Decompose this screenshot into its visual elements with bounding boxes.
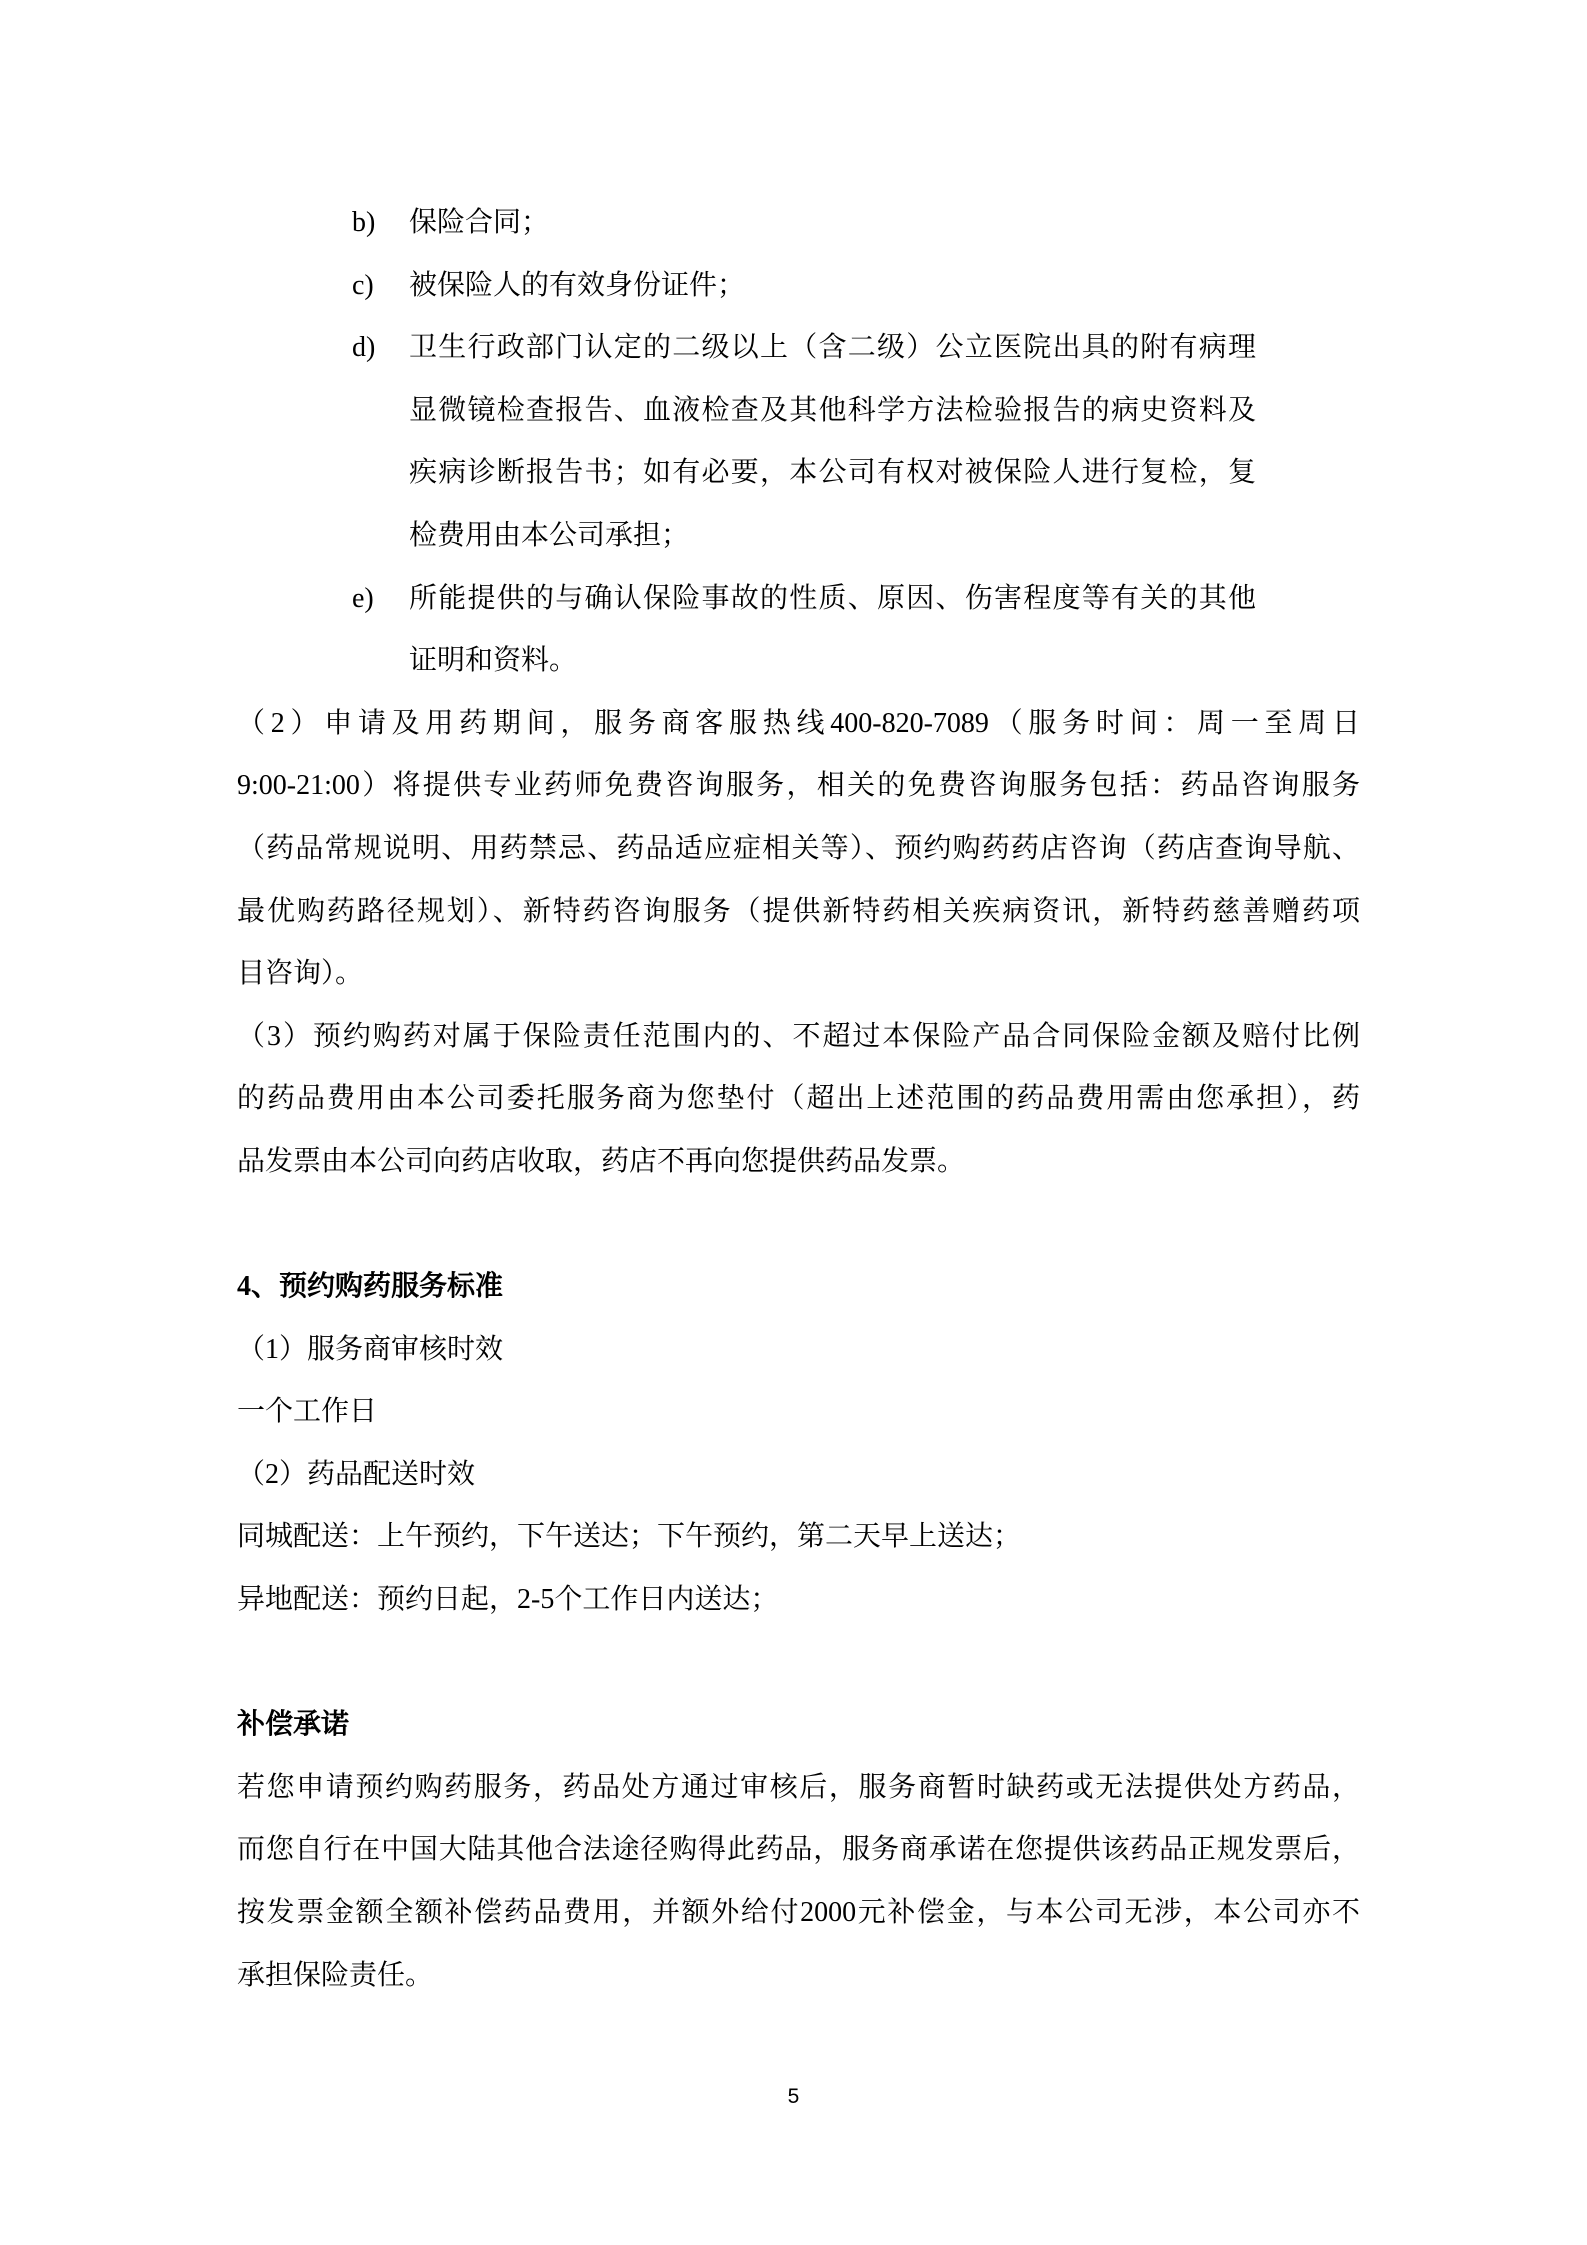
paragraph-line: 承担保险责任。	[237, 1959, 434, 1991]
same-city-delivery: 同城配送：上午预约，下午送达；下午预约，第二天早上送达；	[237, 1521, 1022, 1553]
list-item-d	[237, 317, 1360, 567]
paragraph-line: 目咨询）。	[237, 958, 364, 990]
paragraph-line: 的药品费用由本公司委托服务商为您垫付（超出上述范围的药品费用需由您承担），药	[237, 1083, 1360, 1115]
list-item-b	[237, 192, 1360, 255]
page-number: 5	[787, 2085, 800, 2108]
paragraph-line: （2）申请及用药期间，服务商客服热线400-820-7089（服务时间：周一至周日	[237, 707, 1360, 739]
list-item-text: 保险合同；	[409, 207, 550, 238]
paragraph-line: （3）预约购药对属于保险责任范围内的、不超过本保险产品合同保险金额及赔付比例	[237, 1020, 1360, 1052]
list-item-text: 疾病诊断报告书；如有必要，本公司有权对被保险人进行复检，复	[409, 457, 1256, 489]
paragraph-line: （药品常规说明、用药禁忌、药品适应症相关等）、预约购药药店咨询（药店查询导航、	[237, 832, 1360, 864]
paragraph-line: 品发票由本公司向药店收取，药店不再向您提供药品发票。	[237, 1145, 966, 1177]
remote-delivery: 异地配送：预约日起，2-5个工作日内送达；	[237, 1584, 779, 1616]
section-heading: 4、预约购药服务标准	[237, 1271, 504, 1303]
paragraph-line: 最优购药路径规划）、新特药咨询服务（提供新特药相关疾病资讯，新特药慈善赠药项	[237, 895, 1360, 927]
list-item-c	[237, 255, 1360, 318]
delivery-time-label: （2）药品配送时效	[237, 1458, 476, 1490]
document-body	[237, 192, 1360, 2007]
paragraph-application	[237, 693, 1360, 1006]
review-time-label: （1）服务商审核时效	[237, 1333, 504, 1365]
list-item-text: 所能提供的与确认保险事故的性质、原因、伤害程度等有关的其他	[409, 582, 1256, 614]
review-time-value: 一个工作日	[237, 1396, 378, 1428]
list-item-text: 证明和资料。	[409, 645, 578, 677]
list-item-text: 显微镜检查报告、血液检查及其他科学方法检验报告的病史资料及	[409, 394, 1256, 426]
list-marker: d)	[352, 332, 376, 364]
paragraph-payment	[237, 1006, 1360, 1194]
blank-line	[237, 1194, 1360, 1257]
list-item-text: 卫生行政部门认定的二级以上（含二级）公立医院出具的附有病理	[409, 332, 1256, 364]
list-marker: e)	[352, 582, 374, 614]
paragraph-line: 按发票金额全额补偿药品费用，并额外给付2000元补偿金，与本公司无涉，本公司亦不	[237, 1897, 1360, 1929]
list-marker: c)	[352, 269, 374, 301]
list-item-text: 被保险人的有效身份证件；	[409, 269, 746, 301]
list-item-text: 检费用由本公司承担；	[409, 519, 690, 551]
paragraph-compensation	[237, 1757, 1360, 2007]
list-marker: b)	[352, 207, 376, 238]
paragraph-line: 若您申请预约购药服务，药品处方通过审核后，服务商暂时缺药或无法提供处方药品，	[237, 1771, 1360, 1803]
compensation-heading: 补偿承诺	[237, 1709, 350, 1741]
list-item-e	[237, 568, 1360, 693]
paragraph-line: 9:00-21:00）将提供专业药师免费咨询服务，相关的免费咨询服务包括：药品咨询服务	[237, 770, 1360, 802]
blank-line	[237, 1632, 1360, 1695]
paragraph-line: 而您自行在中国大陆其他合法途径购得此药品，服务商承诺在您提供该药品正规发票后，	[237, 1834, 1360, 1866]
